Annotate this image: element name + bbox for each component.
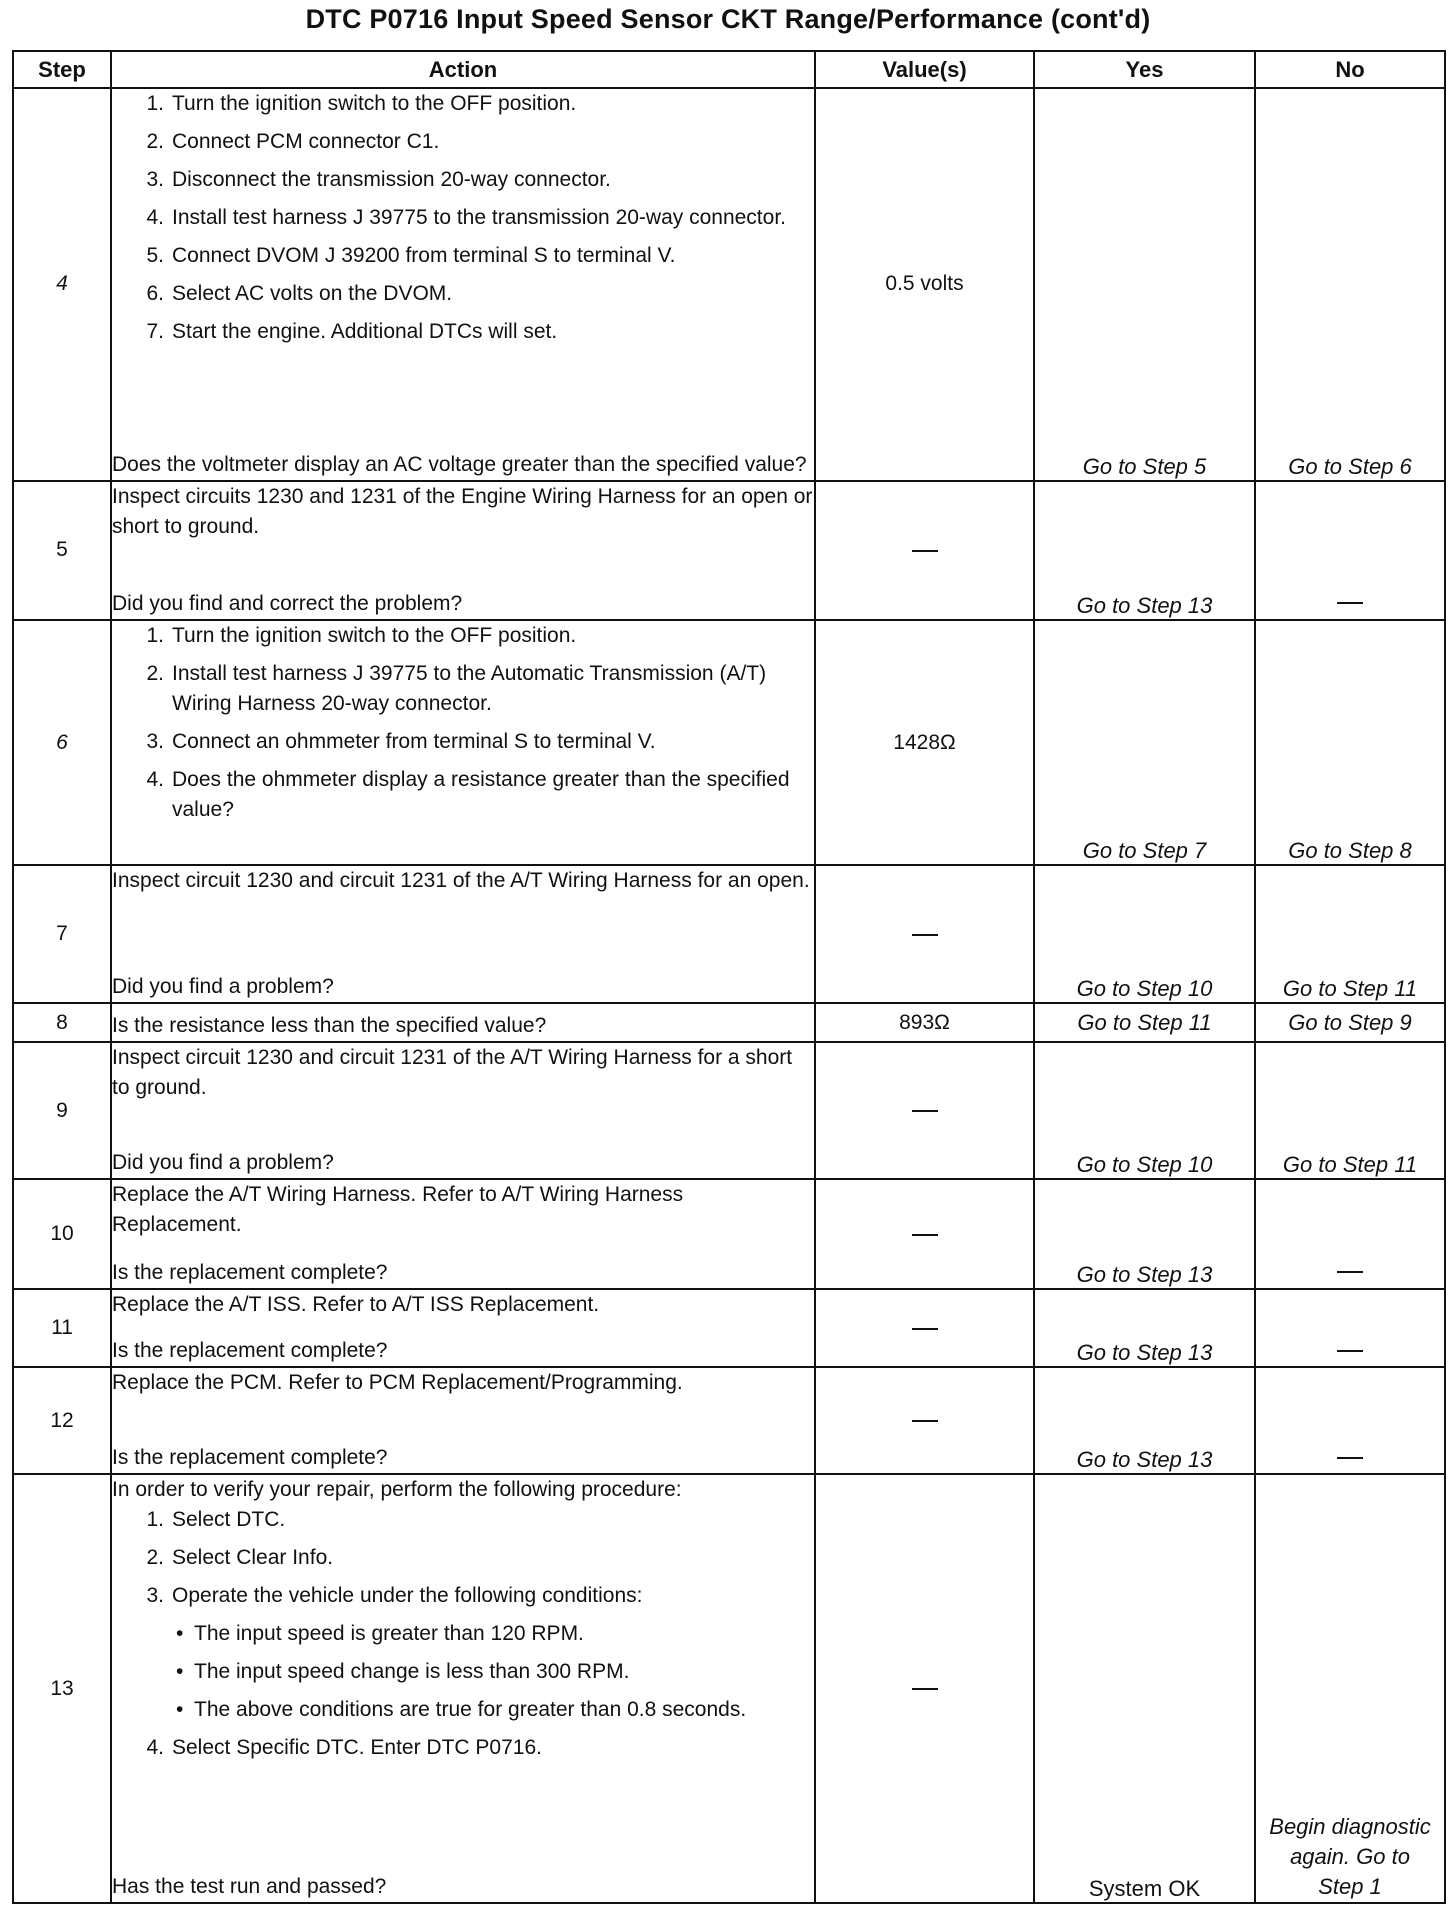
header-no: No [1255, 51, 1445, 88]
action-intro: Replace the A/T ISS. Refer to A/T ISS Replacement. [112, 1292, 600, 1316]
list-item [112, 1581, 814, 1611]
value-cell [815, 1179, 1034, 1288]
action-question: Is the replacement complete? [112, 1446, 388, 1470]
action-content [112, 866, 814, 1002]
list-item-number: 6. [146, 282, 164, 305]
action-cell [111, 1474, 815, 1903]
action-intro: Inspect circuit 1230 and circuit 1231 of the A/T Wiring Harness for a short to ground. [112, 1046, 793, 1100]
list-item-number: 4. [146, 1736, 164, 1760]
list-item-number: 2. [146, 661, 164, 685]
header-step: Step [13, 51, 111, 88]
yes-cell: System OK [1034, 1474, 1255, 1903]
action-question: Did you find and correct the problem? [112, 591, 463, 615]
yes-cell: Go to Step 5 [1034, 88, 1255, 481]
list-item-text: Turn the ignition switch to the OFF position. [172, 92, 577, 115]
table-row [13, 1179, 1445, 1288]
action-intro: In order to verify your repair, perform the following procedure: [112, 1478, 682, 1502]
no-dash [1337, 1350, 1363, 1352]
list-item-number: 2. [146, 130, 164, 153]
table-row [13, 1042, 1445, 1179]
bullet-text: The input speed change is less than 300 RPM. [194, 1660, 630, 1684]
action-steps [112, 621, 814, 825]
list-item-number: 3. [146, 1584, 164, 1608]
no-cell [1255, 1367, 1445, 1474]
yes-cell: Go to Step 13 [1034, 1367, 1255, 1474]
list-item-number: 5. [146, 244, 164, 267]
list-item-number: 3. [146, 168, 164, 191]
list-item [112, 1505, 814, 1535]
action-question: Does the voltmeter display an AC voltage greater than the specified value? [112, 452, 807, 476]
action-steps [112, 1043, 814, 1103]
no-text: Begin diagnostic again. Go to Step 1 [1269, 1814, 1431, 1899]
action-spacer [112, 1240, 814, 1257]
value-cell [815, 865, 1034, 1003]
header-values: Value(s) [815, 51, 1034, 88]
list-item [112, 621, 814, 651]
action-intro: Replace the PCM. Refer to PCM Replacement/Programming. [112, 1371, 683, 1395]
action-steps [112, 1368, 814, 1398]
list-item-text: Turn the ignition switch to the OFF position. [172, 623, 577, 647]
list-item-text: Select Clear Info. [172, 1546, 334, 1570]
list-item-number: 3. [146, 729, 164, 753]
no-cell [1255, 1289, 1445, 1368]
list-item-number: 1. [146, 1508, 164, 1532]
page-title: DTC P0716 Input Speed Sensor CKT Range/Performance (cont'd) [305, 4, 1151, 34]
action-question: Did you find a problem? [112, 1151, 334, 1175]
step-cell: 5 [13, 481, 111, 620]
value-cell: 1428Ω [815, 620, 1034, 865]
action-intro: Replace the A/T Wiring Harness. Refer to A/T Wiring Harness Replacement. [112, 1183, 684, 1237]
yes-cell: Go to Step 10 [1034, 865, 1255, 1003]
step-cell: 13 [13, 1474, 111, 1903]
header-action: Action [111, 51, 815, 88]
list-item [112, 765, 814, 825]
yes-cell: Go to Step 10 [1034, 1042, 1255, 1179]
list-item-text: Does the ohmmeter display a resistance greater than the specified value? [172, 767, 790, 821]
action-steps [112, 1290, 814, 1320]
list-item [112, 727, 814, 757]
value-cell: 893Ω [815, 1003, 1034, 1042]
list-item-text: Start the engine. Additional DTCs will set. [172, 320, 558, 343]
diagnostic-table [12, 50, 1446, 1904]
action-content [112, 1180, 814, 1287]
list-item [112, 1543, 814, 1573]
list-item-text: Install test harness J 39775 to the transmission 20-way connector. [172, 206, 786, 229]
action-intro: Inspect circuits 1230 and 1231 of the Engine Wiring Harness for an open or short to ground. [112, 484, 813, 538]
value-cell [815, 1042, 1034, 1179]
action-content [112, 1368, 814, 1473]
action-cell [111, 620, 815, 865]
action-cell [111, 1042, 815, 1179]
no-cell: Go to Step 9 [1255, 1003, 1445, 1042]
action-content [112, 621, 814, 864]
action-cell [111, 1179, 815, 1288]
list-item-text: Operate the vehicle under the following conditions: [172, 1584, 643, 1608]
no-cell: Go to Step 8 [1255, 620, 1445, 865]
step-cell: 7 [13, 865, 111, 1003]
list-item [112, 127, 814, 157]
list-item-text: Connect DVOM J 39200 from terminal S to terminal V. [172, 244, 676, 267]
list-item [112, 317, 814, 347]
action-cell [111, 865, 815, 1003]
bullet-item [112, 1695, 814, 1725]
value-dash [912, 1688, 938, 1690]
yes-cell: Go to Step 13 [1034, 1179, 1255, 1288]
yes-cell: Go to Step 7 [1034, 620, 1255, 865]
action-spacer [112, 1103, 814, 1148]
list-item-number: 2. [146, 1546, 164, 1570]
no-cell: Go to Step 11 [1255, 1042, 1445, 1179]
list-item [112, 203, 814, 233]
no-cell [1255, 481, 1445, 620]
table-row [13, 1003, 1445, 1042]
no-dash [1337, 602, 1363, 604]
value-cell [815, 1289, 1034, 1368]
list-item-text: Connect PCM connector C1. [172, 130, 440, 153]
action-intro: Inspect circuit 1230 and circuit 1231 of the A/T Wiring Harness for an open. [112, 869, 810, 893]
header-yes: Yes [1034, 51, 1255, 88]
action-content [112, 1004, 814, 1041]
table-row [13, 865, 1445, 1003]
list-item-number: 4. [146, 767, 164, 791]
table-row [13, 88, 1445, 481]
action-spacer [112, 542, 814, 589]
step-cell: 12 [13, 1367, 111, 1474]
no-cell: Go to Step 11 [1255, 865, 1445, 1003]
value-dash [912, 934, 938, 936]
action-cell [111, 1003, 815, 1042]
no-dash [1337, 1457, 1363, 1459]
no-dash [1337, 1271, 1363, 1273]
action-content [112, 89, 814, 480]
step-cell: 9 [13, 1042, 111, 1179]
bullet-dot: • [176, 1622, 184, 1646]
action-steps [112, 482, 814, 542]
action-question: Is the replacement complete? [112, 1260, 388, 1284]
value-dash [912, 1110, 938, 1112]
list-item [112, 165, 814, 195]
list-item-text: Install test harness J 39775 to the Automatic Transmission (A/T) Wiring Harness 20-way connector. [172, 661, 767, 715]
action-spacer [112, 1763, 814, 1872]
action-question: Has the test run and passed? [112, 1875, 387, 1898]
action-content [112, 1290, 814, 1367]
step-cell: 4 [13, 88, 111, 481]
table-row [13, 1367, 1445, 1474]
bullet-dot: • [176, 1698, 184, 1722]
bullet-text: The above conditions are true for greater than 0.8 seconds. [194, 1698, 747, 1722]
action-content [112, 482, 814, 619]
list-item [112, 1733, 814, 1763]
value-cell [815, 1474, 1034, 1903]
action-question: Did you find a problem? [112, 975, 334, 999]
action-steps [112, 89, 814, 347]
action-content [112, 1475, 814, 1902]
list-item-number: 1. [146, 623, 164, 647]
action-spacer [112, 347, 814, 450]
list-item [112, 659, 814, 719]
list-item-text: Select Specific DTC. Enter DTC P0716. [172, 1736, 542, 1760]
value-cell [815, 1367, 1034, 1474]
table-row [13, 620, 1445, 865]
table-row [13, 481, 1445, 620]
bullet-item [112, 1657, 814, 1687]
action-cell [111, 481, 815, 620]
bullet-dot: • [176, 1660, 184, 1684]
action-content [112, 1043, 814, 1178]
bullet-text: The input speed is greater than 120 RPM. [194, 1622, 584, 1646]
action-spacer [112, 896, 814, 972]
step-cell: 11 [13, 1289, 111, 1368]
action-question: Is the resistance less than the specified value? [112, 1014, 547, 1038]
action-cell [111, 1289, 815, 1368]
value-dash [912, 1328, 938, 1330]
list-item-text: Select AC volts on the DVOM. [172, 282, 453, 305]
no-cell [1255, 1179, 1445, 1288]
no-cell: Go to Step 6 [1255, 88, 1445, 481]
yes-cell: Go to Step 11 [1034, 1003, 1255, 1042]
list-item-text: Connect an ohmmeter from terminal S to terminal V. [172, 729, 656, 753]
step-cell: 8 [13, 1003, 111, 1042]
no-cell [1255, 1474, 1445, 1903]
value-dash [912, 1420, 938, 1422]
list-item-text: Disconnect the transmission 20-way connector. [172, 168, 611, 191]
value-cell [815, 481, 1034, 620]
list-item [112, 241, 814, 271]
action-spacer [112, 825, 814, 864]
action-steps [112, 1180, 814, 1240]
yes-cell: Go to Step 13 [1034, 1289, 1255, 1368]
yes-cell: Go to Step 13 [1034, 481, 1255, 620]
table-row [13, 1289, 1445, 1368]
list-item-number: 7. [146, 320, 164, 343]
action-cell [111, 1367, 815, 1474]
action-spacer [112, 1398, 814, 1443]
action-spacer [112, 1004, 814, 1011]
table-row [13, 1474, 1445, 1903]
action-question: Is the replacement complete? [112, 1339, 388, 1363]
value-cell: 0.5 volts [815, 88, 1034, 481]
list-item-text: Select DTC. [172, 1508, 286, 1532]
list-item-number: 4. [146, 206, 164, 229]
value-dash [912, 550, 938, 552]
list-item [112, 279, 814, 309]
action-cell [111, 88, 815, 481]
bullet-item [112, 1619, 814, 1649]
action-steps [112, 866, 814, 896]
step-cell: 10 [13, 1179, 111, 1288]
action-steps [112, 1475, 814, 1763]
step-cell: 6 [13, 620, 111, 865]
list-item [112, 89, 814, 119]
list-item-number: 1. [146, 92, 164, 115]
value-dash [912, 1234, 938, 1236]
action-spacer [112, 1320, 814, 1337]
header-row [13, 51, 1445, 88]
